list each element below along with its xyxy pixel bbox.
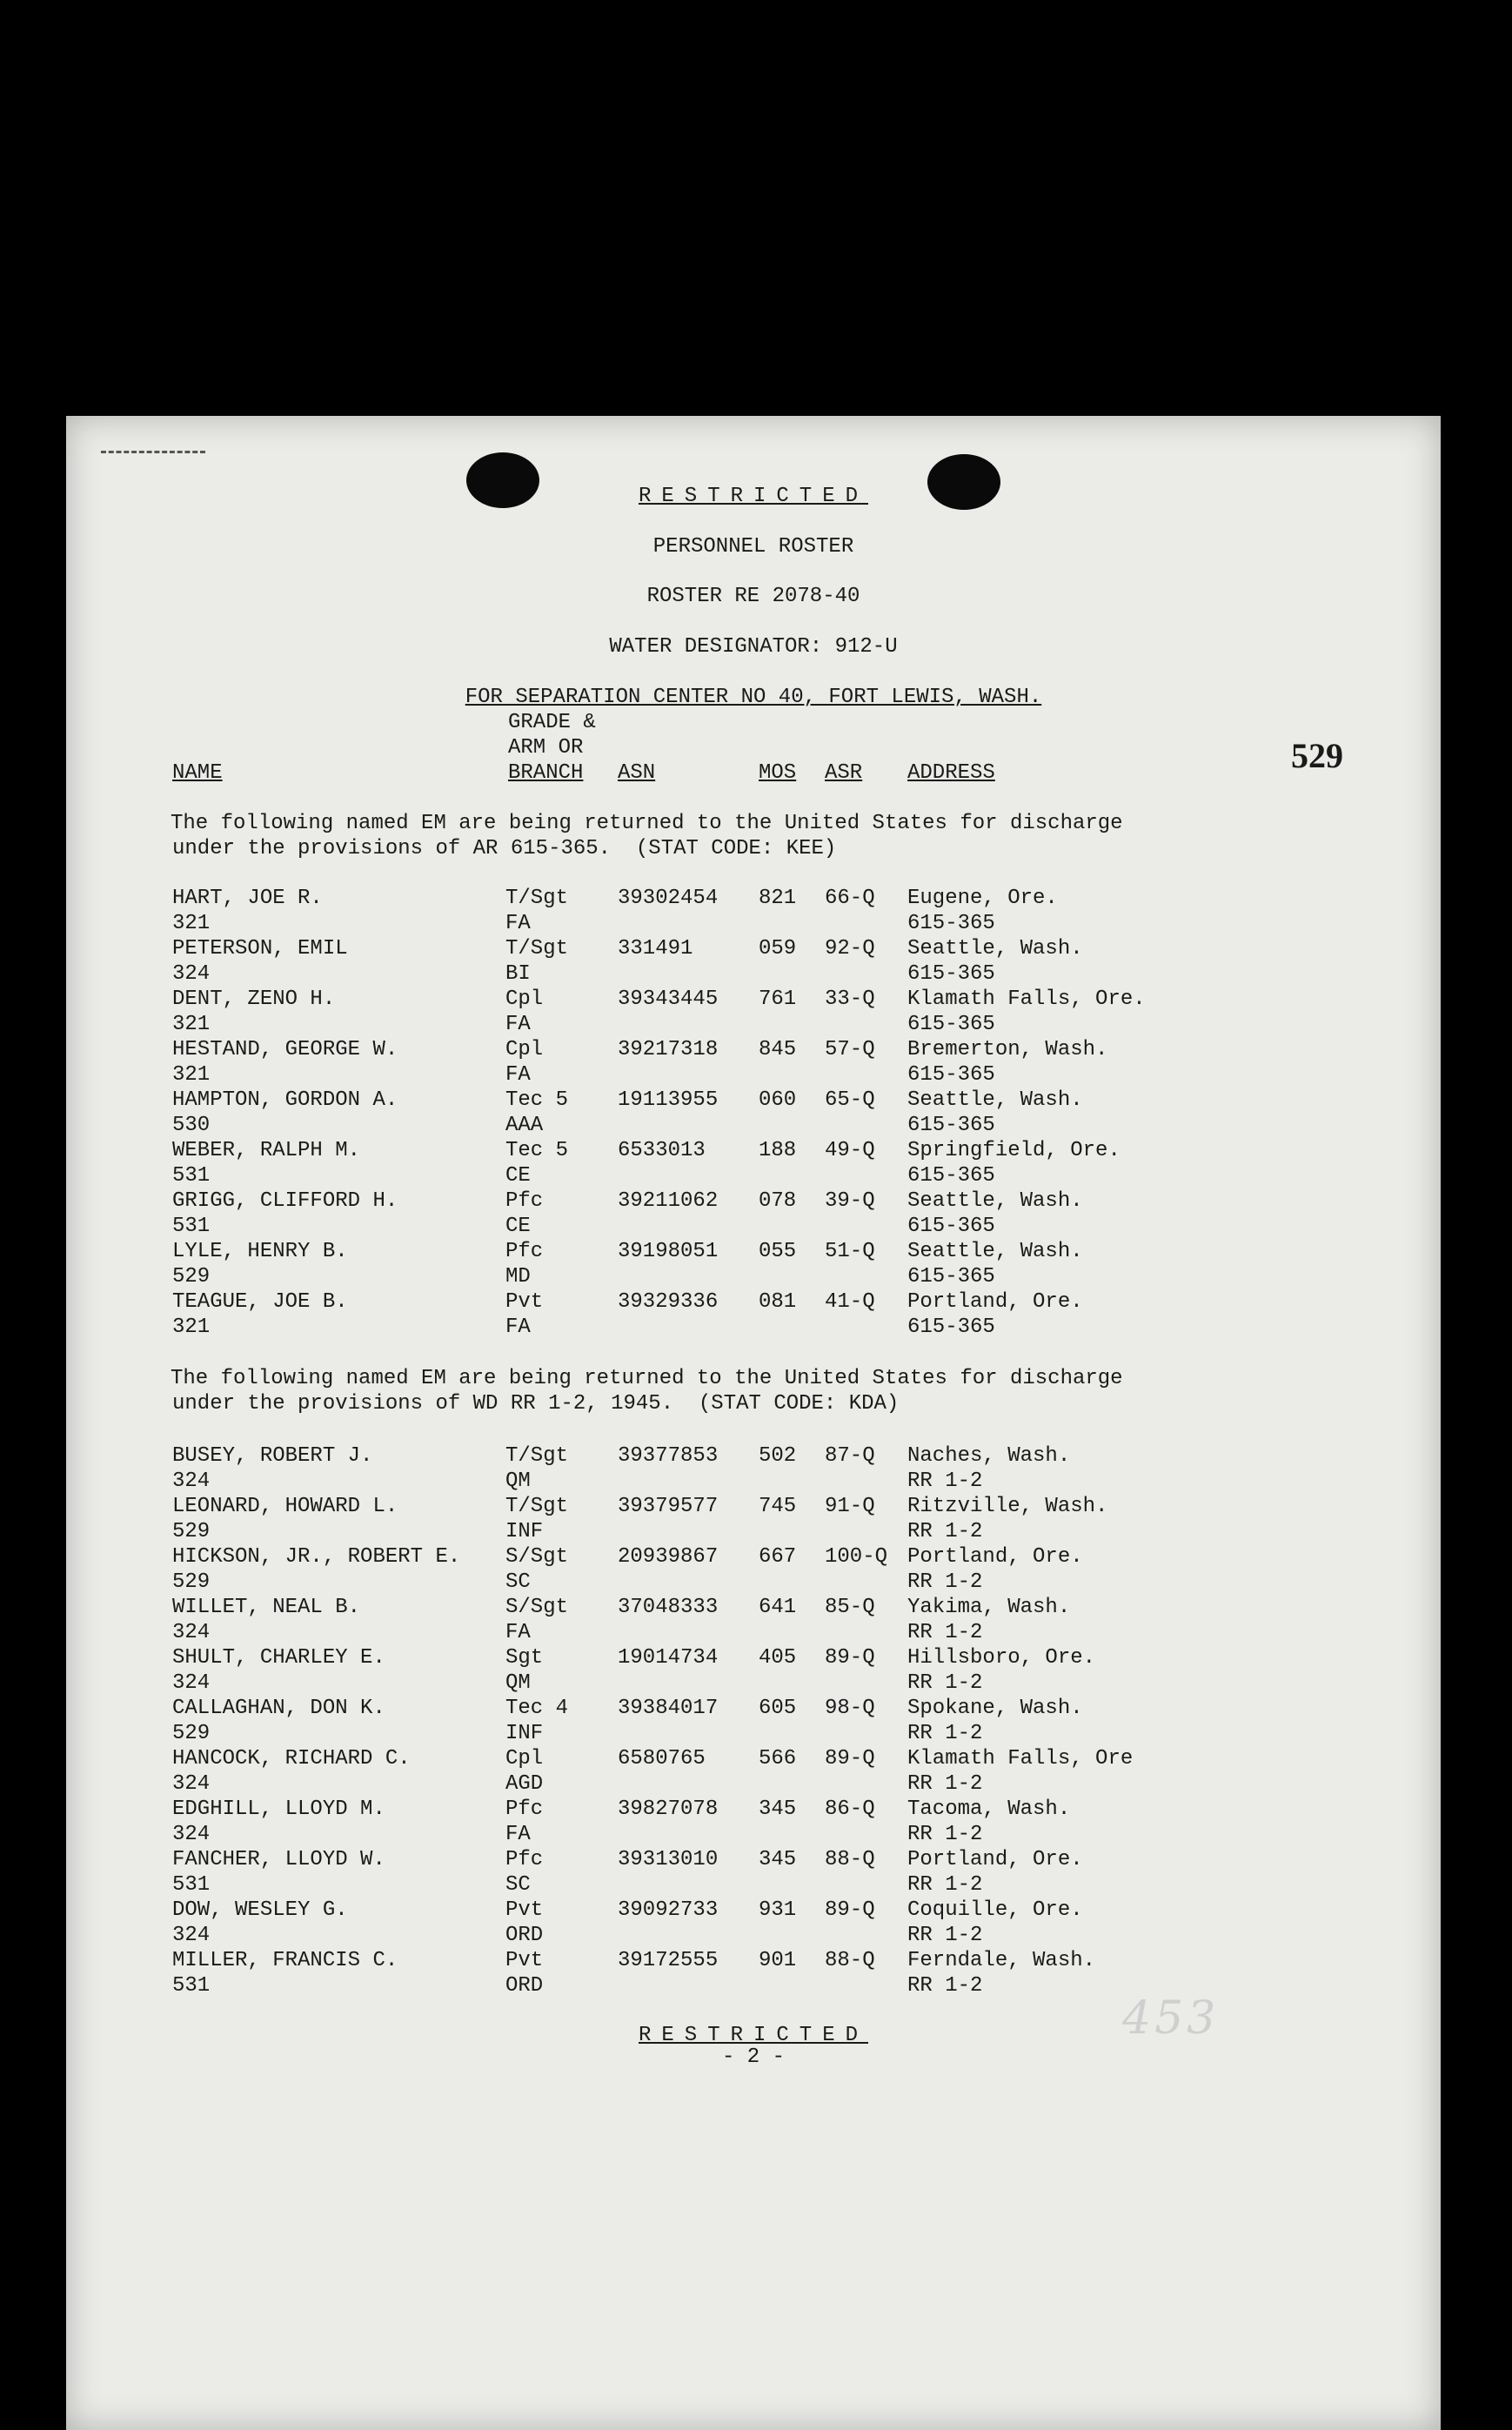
section1-paragraph-line2: under the provisions of AR 615-365. (STAT CODE: KEE) [172, 837, 837, 860]
record-name: GRIGG, CLIFFORD H. [172, 1189, 398, 1213]
record-code: 324 [172, 1469, 211, 1493]
record-branch: QM [505, 1469, 531, 1493]
document-title: PERSONNEL ROSTER [652, 535, 854, 559]
record-mos: 901 [759, 1949, 797, 1972]
table-row [66, 1847, 1441, 1898]
record-grade: S/Sgt [505, 1596, 569, 1619]
table-row [66, 936, 1441, 987]
record-mos: 821 [759, 887, 797, 910]
table-row [66, 1443, 1441, 1494]
page-number: 529 [1291, 736, 1343, 775]
record-branch: AAA [505, 1114, 544, 1137]
record-asn: 39377853 [618, 1444, 719, 1468]
record-name: LYLE, HENRY B. [172, 1240, 348, 1263]
record-branch: FA [505, 1621, 531, 1644]
record-name: MILLER, FRANCIS C. [172, 1949, 398, 1972]
record-grade: Pfc [505, 1848, 544, 1871]
record-authority: RR 1-2 [907, 1722, 983, 1745]
classification-footer: RESTRICTED [638, 2024, 869, 2047]
record-mos: 345 [759, 1848, 797, 1871]
record-branch: BI [505, 962, 531, 986]
record-authority: RR 1-2 [907, 1772, 983, 1796]
table-row [66, 1595, 1441, 1645]
record-branch: ORD [505, 1974, 544, 1998]
record-code: 324 [172, 962, 211, 986]
table-row [66, 987, 1441, 1037]
record-asn: 19014734 [618, 1646, 719, 1670]
paper-shadow [66, 416, 1441, 2430]
record-asr: 85-Q [825, 1596, 875, 1619]
col-grade-2: ARM OR [508, 736, 584, 760]
record-code: 529 [172, 1265, 211, 1289]
record-address: Yakima, Wash. [907, 1596, 1071, 1619]
record-asn: 39217318 [618, 1038, 719, 1061]
record-authority: RR 1-2 [907, 1570, 983, 1594]
record-address: Tacoma, Wash. [907, 1797, 1071, 1821]
record-grade: Cpl [505, 1038, 544, 1061]
record-grade: Sgt [505, 1646, 544, 1670]
record-grade: Pvt [505, 1949, 544, 1972]
record-name: FANCHER, LLOYD W. [172, 1848, 385, 1871]
record-name: HANCOCK, RICHARD C. [172, 1747, 411, 1771]
record-asr: 39-Q [825, 1189, 875, 1213]
record-branch: FA [505, 1063, 531, 1087]
record-name: SHULT, CHARLEY E. [172, 1646, 385, 1670]
record-branch: CE [505, 1164, 531, 1188]
record-address: Eugene, Ore. [907, 887, 1058, 910]
col-grade-3: BRANCH [508, 761, 584, 785]
record-mos: 667 [759, 1545, 797, 1569]
record-address: Hillsboro, Ore. [907, 1646, 1096, 1670]
record-asn: 39379577 [618, 1495, 719, 1518]
record-mos: 641 [759, 1596, 797, 1619]
record-mos: 761 [759, 987, 797, 1011]
record-grade: T/Sgt [505, 887, 569, 910]
record-code: 321 [172, 1315, 211, 1339]
record-address: Ritzville, Wash. [907, 1495, 1108, 1518]
record-grade: Tec 4 [505, 1697, 569, 1720]
record-name: DOW, WESLEY G. [172, 1898, 348, 1922]
record-branch: CE [505, 1215, 531, 1238]
record-code: 531 [172, 1873, 211, 1897]
record-address: Portland, Ore. [907, 1848, 1083, 1871]
record-grade: Tec 5 [505, 1139, 569, 1162]
record-asr: 89-Q [825, 1747, 875, 1771]
record-mos: 502 [759, 1444, 797, 1468]
record-asr: 89-Q [825, 1898, 875, 1922]
record-mos: 845 [759, 1038, 797, 1061]
record-name: PETERSON, EMIL [172, 937, 348, 961]
record-code: 321 [172, 912, 211, 935]
col-asn: ASN [618, 761, 656, 785]
table-row [66, 1138, 1441, 1188]
destination-line: FOR SEPARATION CENTER NO 40, FORT LEWIS, WASH. [465, 686, 1042, 709]
record-asr: 88-Q [825, 1848, 875, 1871]
table-row [66, 1037, 1441, 1088]
record-authority: RR 1-2 [907, 1974, 983, 1998]
record-address: Naches, Wash. [907, 1444, 1071, 1468]
record-code: 324 [172, 1772, 211, 1796]
record-mos: 345 [759, 1797, 797, 1821]
record-address: Seattle, Wash. [907, 1240, 1083, 1263]
record-asr: 33-Q [825, 987, 875, 1011]
record-mos: 055 [759, 1240, 797, 1263]
record-code: 531 [172, 1974, 211, 1998]
record-code: 324 [172, 1823, 211, 1846]
record-authority: 615-365 [907, 1114, 995, 1137]
record-branch: QM [505, 1671, 531, 1695]
section2-paragraph-line2: under the provisions of WD RR 1-2, 1945. (STAT CODE: KDA) [172, 1392, 900, 1416]
record-asr: 65-Q [825, 1088, 875, 1112]
record-asn: 39343445 [618, 987, 719, 1011]
record-branch: INF [505, 1722, 544, 1745]
record-grade: T/Sgt [505, 937, 569, 961]
record-grade: Tec 5 [505, 1088, 569, 1112]
table-row [66, 1239, 1441, 1289]
record-code: 529 [172, 1520, 211, 1543]
record-branch: FA [505, 1823, 531, 1846]
table-row [66, 1948, 1441, 1998]
record-authority: 615-365 [907, 1215, 995, 1238]
record-authority: 615-365 [907, 1265, 995, 1289]
record-name: EDGHILL, LLOYD M. [172, 1797, 385, 1821]
record-name: WILLET, NEAL B. [172, 1596, 361, 1619]
record-authority: 615-365 [907, 1063, 995, 1087]
record-branch: SC [505, 1570, 531, 1594]
record-address: Portland, Ore. [907, 1290, 1083, 1314]
record-asn: 39384017 [618, 1697, 719, 1720]
record-asn: 39198051 [618, 1240, 719, 1263]
record-asn: 20939867 [618, 1545, 719, 1569]
record-asr: 87-Q [825, 1444, 875, 1468]
record-branch: SC [505, 1873, 531, 1897]
section2-paragraph-line1: The following named EM are being returned to the United States for discharge [171, 1367, 1123, 1390]
page-footer-number: - 2 - [721, 2045, 785, 2069]
col-name: NAME [172, 761, 223, 785]
table-row [66, 1088, 1441, 1138]
record-asn: 37048333 [618, 1596, 719, 1619]
record-address: Spokane, Wash. [907, 1697, 1083, 1720]
record-mos: 605 [759, 1697, 797, 1720]
record-asn: 19113955 [618, 1088, 719, 1112]
record-name: BUSEY, ROBERT J. [172, 1444, 373, 1468]
record-code: 529 [172, 1722, 211, 1745]
record-asr: 41-Q [825, 1290, 875, 1314]
record-asn: 6533013 [618, 1139, 706, 1162]
record-code: 324 [172, 1924, 211, 1947]
record-mos: 188 [759, 1139, 797, 1162]
record-asn: 39827078 [618, 1797, 719, 1821]
record-grade: S/Sgt [505, 1545, 569, 1569]
record-code: 324 [172, 1621, 211, 1644]
record-name: CALLAGHAN, DON K. [172, 1697, 385, 1720]
record-code: 321 [172, 1063, 211, 1087]
record-asn: 331491 [618, 937, 693, 961]
record-code: 531 [172, 1215, 211, 1238]
record-grade: Pfc [505, 1797, 544, 1821]
record-branch: FA [505, 912, 531, 935]
roster-number: ROSTER RE 2078-40 [646, 585, 860, 608]
record-asn: 39211062 [618, 1189, 719, 1213]
table-row [66, 1696, 1441, 1746]
record-asr: 49-Q [825, 1139, 875, 1162]
record-name: HART, JOE R. [172, 887, 323, 910]
col-grade-1: GRADE & [508, 711, 596, 734]
record-asn: 39172555 [618, 1949, 719, 1972]
record-asn: 39302454 [618, 887, 719, 910]
handwritten-number: 453 [1122, 1992, 1220, 2045]
table-row [66, 1289, 1441, 1340]
record-asn: 6580765 [618, 1747, 706, 1771]
record-address: Seattle, Wash. [907, 1189, 1083, 1213]
water-designator: WATER DESIGNATOR: 912-U [609, 635, 898, 659]
record-address: Portland, Ore. [907, 1545, 1083, 1569]
record-address: Bremerton, Wash. [907, 1038, 1108, 1061]
table-row [66, 1746, 1441, 1797]
record-mos: 060 [759, 1088, 797, 1112]
record-asn: 39313010 [618, 1848, 719, 1871]
record-asr: 91-Q [825, 1495, 875, 1518]
classification-header: RESTRICTED [638, 485, 869, 508]
record-grade: Pvt [505, 1898, 544, 1922]
record-mos: 081 [759, 1290, 797, 1314]
record-asr: 51-Q [825, 1240, 875, 1263]
record-code: 529 [172, 1570, 211, 1594]
record-code: 530 [172, 1114, 211, 1137]
record-authority: RR 1-2 [907, 1671, 983, 1695]
col-address: ADDRESS [907, 761, 995, 785]
record-authority: RR 1-2 [907, 1469, 983, 1493]
record-branch: FA [505, 1315, 531, 1339]
record-authority: RR 1-2 [907, 1823, 983, 1846]
record-code: 531 [172, 1164, 211, 1188]
col-asr: ASR [825, 761, 863, 785]
document-page [66, 416, 1441, 2430]
record-address: Springfield, Ore. [907, 1139, 1121, 1162]
record-name: LEONARD, HOWARD L. [172, 1495, 398, 1518]
col-mos: MOS [759, 761, 797, 785]
table-row [66, 1544, 1441, 1595]
record-authority: RR 1-2 [907, 1520, 983, 1543]
record-asr: 98-Q [825, 1697, 875, 1720]
record-grade: T/Sgt [505, 1495, 569, 1518]
record-asr: 100-Q [825, 1545, 888, 1569]
record-name: WEBER, RALPH M. [172, 1139, 361, 1162]
record-asr: 66-Q [825, 887, 875, 910]
record-asr: 89-Q [825, 1646, 875, 1670]
edge-mark [101, 451, 205, 457]
section1-paragraph-line1: The following named EM are being returned to the United States for discharge [171, 812, 1123, 835]
record-asn: 39092733 [618, 1898, 719, 1922]
record-mos: 059 [759, 937, 797, 961]
record-authority: 615-365 [907, 1013, 995, 1036]
record-code: 321 [172, 1013, 211, 1036]
record-address: Seattle, Wash. [907, 1088, 1083, 1112]
record-grade: Pfc [505, 1240, 544, 1263]
record-asr: 88-Q [825, 1949, 875, 1972]
record-grade: T/Sgt [505, 1444, 569, 1468]
record-asn: 39329336 [618, 1290, 719, 1314]
record-mos: 745 [759, 1495, 797, 1518]
record-address: Klamath Falls, Ore [907, 1747, 1134, 1771]
record-address: Klamath Falls, Ore. [907, 987, 1146, 1011]
record-branch: FA [505, 1013, 531, 1036]
record-mos: 931 [759, 1898, 797, 1922]
record-address: Ferndale, Wash. [907, 1949, 1096, 1972]
record-address: Seattle, Wash. [907, 937, 1083, 961]
table-row [66, 1898, 1441, 1948]
record-authority: RR 1-2 [907, 1924, 983, 1947]
record-mos: 566 [759, 1747, 797, 1771]
table-row [66, 1188, 1441, 1239]
record-branch: INF [505, 1520, 544, 1543]
record-authority: 615-365 [907, 1315, 995, 1339]
record-asr: 92-Q [825, 937, 875, 961]
record-branch: AGD [505, 1772, 544, 1796]
record-code: 324 [172, 1671, 211, 1695]
record-grade: Pfc [505, 1189, 544, 1213]
record-authority: 615-365 [907, 912, 995, 935]
record-authority: RR 1-2 [907, 1621, 983, 1644]
record-authority: 615-365 [907, 962, 995, 986]
record-authority: 615-365 [907, 1164, 995, 1188]
record-address: Coquille, Ore. [907, 1898, 1083, 1922]
record-branch: ORD [505, 1924, 544, 1947]
record-name: HESTAND, GEORGE W. [172, 1038, 398, 1061]
record-name: HAMPTON, GORDON A. [172, 1088, 398, 1112]
record-name: HICKSON, JR., ROBERT E. [172, 1545, 461, 1569]
record-name: DENT, ZENO H. [172, 987, 336, 1011]
record-mos: 078 [759, 1189, 797, 1213]
table-row [66, 886, 1441, 936]
record-asr: 86-Q [825, 1797, 875, 1821]
record-authority: RR 1-2 [907, 1873, 983, 1897]
record-mos: 405 [759, 1646, 797, 1670]
record-branch: MD [505, 1265, 531, 1289]
table-row [66, 1797, 1441, 1847]
record-name: TEAGUE, JOE B. [172, 1290, 348, 1314]
record-grade: Cpl [505, 987, 544, 1011]
record-grade: Pvt [505, 1290, 544, 1314]
record-asr: 57-Q [825, 1038, 875, 1061]
table-row [66, 1494, 1441, 1544]
record-grade: Cpl [505, 1747, 544, 1771]
table-row [66, 1645, 1441, 1696]
